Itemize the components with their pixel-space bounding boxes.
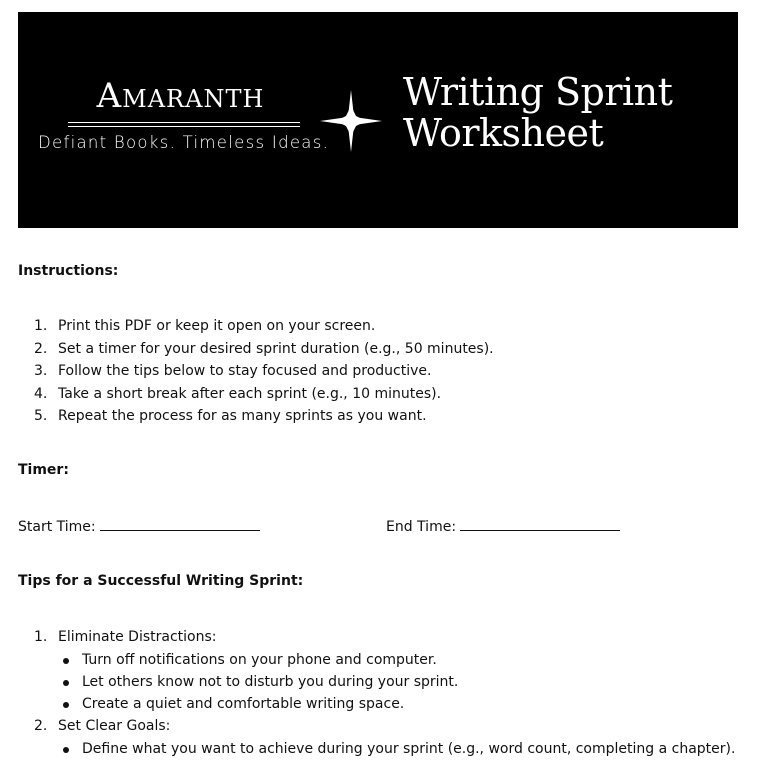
end-time-label: End Time: — [386, 519, 457, 535]
item-number: 5. — [34, 408, 48, 424]
instructions-list — [18, 315, 494, 428]
brand-divider — [68, 126, 300, 127]
start-time-blank[interactable] — [100, 518, 260, 531]
list-item — [18, 383, 494, 406]
end-time-blank[interactable] — [460, 518, 620, 531]
list-item — [18, 715, 735, 760]
item-text: Set a timer for your desired sprint duration (e.g., 50 minutes). — [58, 340, 494, 357]
bullet-list — [18, 738, 735, 760]
start-time-label: Start Time: — [18, 519, 96, 535]
item-text: Follow the tips below to stay focused and productive. — [58, 363, 432, 379]
item-text: Repeat the process for as many sprints as you want. — [58, 408, 427, 424]
item-number: 4. — [34, 385, 48, 402]
start-time-field[interactable] — [18, 518, 260, 535]
bullet-list — [18, 649, 735, 716]
item-number: 2. — [34, 340, 48, 357]
tips-list — [18, 626, 735, 760]
title-line-2: Worksheet — [403, 111, 604, 155]
tips-heading: Tips for a Successful Writing Sprint: — [18, 573, 304, 589]
item-text: Eliminate Distractions: — [58, 629, 217, 645]
instructions-heading: Instructions: — [18, 263, 119, 279]
list-item — [18, 360, 494, 383]
brand-tagline: Defiant Books. Timeless Ideas. — [38, 133, 330, 152]
brand-divider — [68, 122, 300, 123]
bullet-item: Define what you want to achieve during your sprint (e.g., word count, completing a chapter). — [18, 738, 735, 760]
list-item — [18, 405, 494, 428]
title-line-1: Writing Sprint — [403, 70, 673, 114]
timer-heading: Timer: — [18, 462, 69, 478]
bullet-item: Create a quiet and comfortable writing space. — [18, 693, 735, 715]
bullet-item: Turn off notifications on your phone and computer. — [18, 649, 735, 671]
end-time-field[interactable] — [386, 518, 620, 535]
page-title — [403, 72, 672, 154]
list-item — [18, 315, 494, 338]
item-number: 1. — [34, 629, 48, 645]
item-text: Print this PDF or keep it open on your screen. — [58, 318, 376, 334]
list-item — [18, 338, 494, 361]
item-text: Take a short break after each sprint (e.g., 10 minutes). — [58, 385, 442, 402]
header-banner — [18, 12, 738, 228]
item-number: 2. — [34, 718, 48, 735]
brand-logo: Amaranth — [96, 76, 265, 116]
star-icon — [320, 90, 382, 152]
bullet-item: Let others know not to disturb you during your sprint. — [18, 671, 735, 693]
list-item — [18, 626, 735, 715]
item-number: 3. — [34, 363, 48, 379]
item-text: Set Clear Goals: — [58, 718, 171, 735]
item-number: 1. — [34, 318, 48, 334]
